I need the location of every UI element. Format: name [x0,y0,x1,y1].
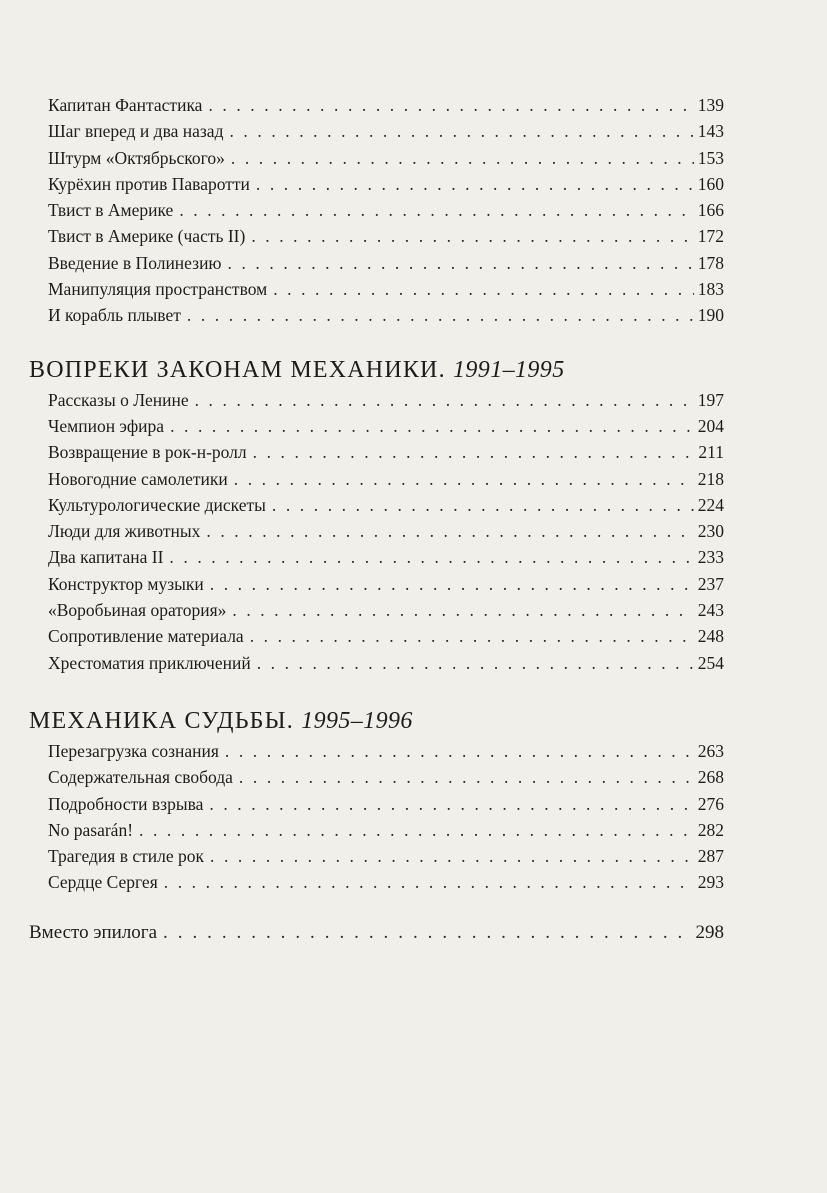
toc-entry [48,764,724,790]
leader-dots [225,738,694,764]
entry-page: 293 [697,872,724,893]
section-heading [29,355,724,385]
entry-page: 172 [697,226,724,247]
leader-dots [273,276,694,302]
entry-title: Подробности взрыва [48,793,204,814]
entry-title: Сопротивление материала [48,626,244,647]
toc-entry [48,597,724,623]
section-entries [29,738,724,896]
toc-entry [48,843,724,869]
entry-page: 218 [697,468,724,489]
entry-page: 298 [695,921,724,943]
toc-entry [48,197,724,223]
toc-entry [48,413,724,439]
entry-page: 243 [697,600,724,621]
entry-page: 160 [697,173,724,194]
leader-dots [195,387,694,413]
table-of-contents [29,92,724,946]
toc-entry [48,623,724,649]
toc-entry [48,439,724,465]
entry-title: Люди для животных [48,521,201,542]
entry-title: Введение в Полинезию [48,252,222,273]
entry-title: Твист в Америке [48,200,174,221]
toc-entry [48,92,724,118]
entry-page: 166 [697,200,724,221]
section-title: МЕХАНИКА СУДЬБЫ. [29,707,294,734]
entry-title: No pasarán! [48,819,134,840]
toc-entry [48,223,724,249]
section-years: 1991–1995 [453,356,565,383]
entry-title: Вместо эпилога [29,921,158,943]
entry-page: 230 [697,521,724,542]
toc-entry-epilogue [29,920,724,946]
leader-dots [179,197,693,223]
toc-entry [48,145,724,171]
entry-title: Содержательная свобода [48,767,233,788]
entry-page: 178 [697,252,724,273]
toc-entry [48,544,724,570]
entry-title: «Воробьиная оратория» [48,600,227,621]
intro-entries [29,92,724,329]
section-entries [29,387,724,676]
entry-title: Культурологические дискеты [48,494,266,515]
entry-title: И корабль плывет [48,305,181,326]
toc-entry [48,387,724,413]
entry-page: 237 [697,573,724,594]
entry-title: Возвращение в рок-н-ролл [48,442,247,463]
leader-dots [163,920,691,946]
entry-title: Два капитана II [48,547,164,568]
toc-entry [48,171,724,197]
toc-entry [48,492,724,518]
leader-dots [187,302,694,328]
leader-dots [232,597,693,623]
leader-dots [139,817,694,843]
entry-title: Рассказы о Ленине [48,389,189,410]
entry-title: Чемпион эфира [48,415,165,436]
section-title: ВОПРЕКИ ЗАКОНАМ МЕХАНИКИ. [29,356,446,383]
entry-page: 268 [697,767,724,788]
entry-page: 197 [697,389,724,410]
entry-page: 287 [697,846,724,867]
toc-entry [48,518,724,544]
toc-entry [48,250,724,276]
section-years: 1995–1996 [301,707,413,734]
toc-entry [48,650,724,676]
entry-page: 183 [697,279,724,300]
leader-dots [257,650,694,676]
entry-page: 153 [697,147,724,168]
leader-dots [250,623,694,649]
entry-title: Штурм «Октябрьского» [48,147,225,168]
entry-page: 139 [697,95,724,115]
leader-dots [208,92,693,118]
entry-title: Сердце Сергея [48,872,158,893]
toc-entry [48,817,724,843]
entry-page: 248 [697,626,724,647]
section-heading [29,706,724,736]
entry-title: Перезагрузка сознания [48,740,219,761]
epilogue-block [29,920,724,946]
entry-page: 143 [697,121,724,142]
leader-dots [206,518,693,544]
entry-page: 233 [697,547,724,568]
leader-dots [170,413,694,439]
toc-entry [48,791,724,817]
leader-dots [239,764,694,790]
toc-entry [48,571,724,597]
leader-dots [228,250,694,276]
entry-title: Конструктор музыки [48,573,204,594]
entry-title: Манипуляция пространством [48,279,268,300]
entry-title: Шаг вперед и два назад [48,121,224,142]
toc-entry [48,302,724,328]
leader-dots [209,791,693,817]
entry-title: Курёхин против Паваротти [48,173,250,194]
leader-dots [256,171,694,197]
entry-page: 224 [697,494,724,515]
leader-dots [210,571,694,597]
entry-page: 282 [697,819,724,840]
leader-dots [169,544,693,570]
leader-dots [251,223,693,249]
entry-title: Хрестоматия приключений [48,652,251,673]
leader-dots [210,843,694,869]
leader-dots [234,466,694,492]
entry-page: 211 [698,442,724,463]
entry-page: 190 [697,305,724,326]
entry-page: 204 [697,415,724,436]
leader-dots [229,118,693,144]
entry-title: Твист в Америке (часть II) [48,226,246,247]
toc-entry [48,869,724,895]
entry-page: 254 [697,652,724,673]
leader-dots [253,439,695,465]
entry-title: Капитан Фантастика [48,95,203,115]
entry-title: Новогодние самолетики [48,468,228,489]
toc-entry [48,738,724,764]
entry-page: 263 [697,740,724,761]
toc-entry [48,466,724,492]
toc-entry [48,118,724,144]
leader-dots [231,145,694,171]
leader-dots [272,492,694,518]
leader-dots [164,869,694,895]
toc-entry [48,276,724,302]
entry-page: 276 [697,793,724,814]
entry-title: Трагедия в стиле рок [48,846,205,867]
